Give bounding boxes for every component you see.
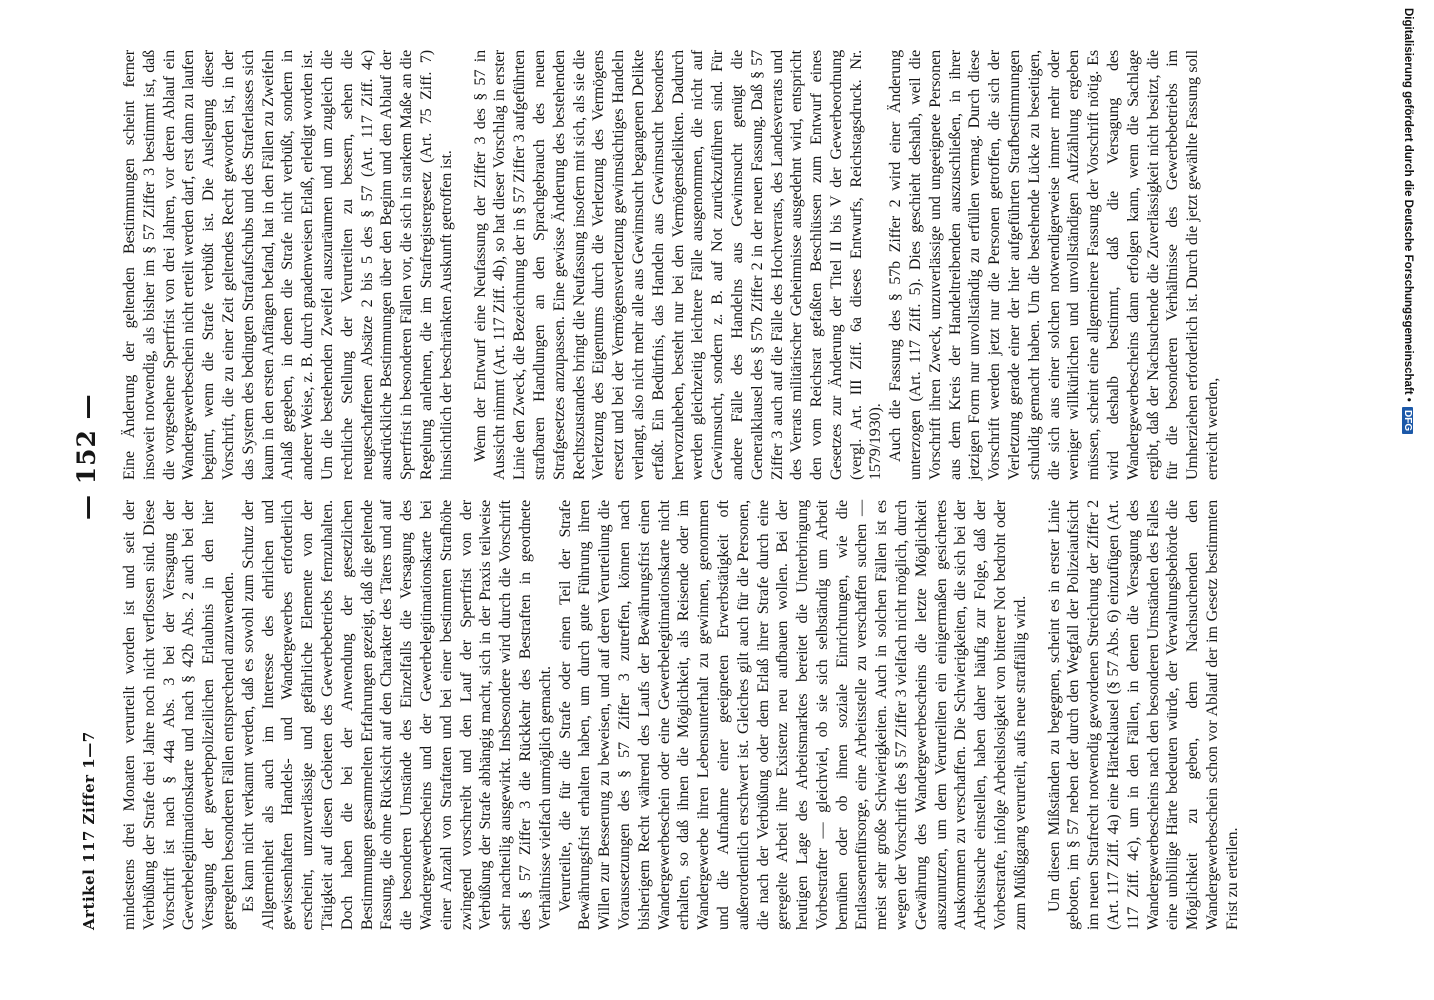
paragraph: Es kann nicht verkannt werden, daß es sowohl zum Schutz der Allgemeinheit als auch im Interesse des ehrlichen und gewissenhaften Handels- und Wandergewerbes erforderlich erscheint, unzuverlässige und gefährliche Elemente von der Tätigkeit auf diesen Gebieten des Gewerbebetriebs fernzuhalten. Doch haben die bei der Anwendung der gesetzlichen Bestimmungen gesammelten Erfahrungen gezeigt, daß die geltende Fassung, die ohne Rücksicht auf den Charakter des Täters und auf die besonderen Umstände des Einzelfalls die Versagung des Wandergewerbescheins und der Gewerbelegitimationskarte bei einer Anzahl von Straftaten und bei einer bestimmten Strafhöhe zwingend vorschreibt und den Lauf der Sperrfrist von der Verbüßung der Strafe abhängig macht, sich in der Praxis teilweise sehr nachteilig ausgewirkt. Insbesondere wird durch die Vorschrift des § 57 Ziffer 3 die Rückkehr des Bestraften in geordnete Verhältnisse vielfach unmöglich gemacht. (239, 500, 554, 930)
credit-text: Digitalisierung gefördert durch die Deutsche Forschungsgemeinschaft • (1402, 8, 1414, 402)
page-header (72, 50, 104, 930)
page-number: — 152 — (72, 393, 101, 520)
paragraph: Auch die Fassung des § 57b Ziffer 2 wird einer Änderung unterzogen (Art. 117 Ziff. 5). Dies geschieht deshalb, weil die Vorschrift ihren Zweck, unzuverlässige und ungeeignete Personen aus dem Kreis der Handeltreibenden auszuschließen, in ihrer jetzigen Form nur unvollständig zu erfüllen vermag. Durch diese Vorschrift werden jetzt nur die Personen getroffen, die sich der Verletzung gerade einer der hier aufgeführten Strafbestimmungen schuldig gemacht haben. Um die bestehende Lücke zu beseitigen, die sich aus einer solchen notwendigerweise immer mehr oder weniger willkürlichen und unvollständigen Aufzählung ergeben müssen, scheint eine allgemeinere Fassung der Vorschrift nötig. Es wird deshalb bestimmt, daß die Versagung des Wandergewerbescheins dann erfolgen kann, wenn die Sachlage ergibt, daß der Nachsuchende die Zuverlässigkeit nicht besitzt, die für die besonderen Verhältnisse des Gewerbebetriebs im Umherziehen erforderlich ist. Durch die jetzt gewählte Fassung soll erreicht werden, (887, 50, 1222, 480)
running-title: Artikel 117 Ziffer 1—7 (80, 731, 98, 930)
paragraph: Wenn der Entwurf eine Neufassung der Ziffer 3 des § 57 in Aussicht nimmt (Art. 117 Ziff. 4b), so hat dieser Vorschlag in erster Linie den Zweck, die Bezeichnung der in § 57 Ziffer 3 aufgeführten strafbaren Handlungen an den Sprachgebrauch des neuen Strafgesetzes anzupassen. Eine gewisse Änderung des bestehenden Rechtszustandes bringt die Neufassung insofern mit sich, als sie die Verletzung des Eigentums durch die Verletzung des Vermögens ersetzt und bei der Vermögensverletzung gewinnsüchtiges Handeln verlangt, also nicht mehr alle aus Gewinnsucht begangenen Delikte erfaßt. Ein Bedürfnis, das Handeln aus Gewinnsucht besonders hervorzuheben, besteht nur bei den Vermögensdelikten. Dadurch werden gleichzeitig leichtere Fälle ausgenommen, die nicht auf Gewinnsucht, sondern z. B. auf Not zurückzuführen sind. Für andere Fälle des Handelns aus Gewinnsucht genügt die Generalklausel des § 57b Ziffer 2 in der neuen Fassung. Daß § 57 Ziffer 3 auch auf die Fälle des Hochverrats, des Landesverrats und des Verrats militärischer Geheimnisse ausgedehnt wird, entspricht den vom Reichsrat gefaßten Beschlüssen zum Entwurf eines Gesetzes zur Änderung der Titel II bis V der Gewerbeordnung (vergl. Art. III Ziff. 6a dieses Entwurfs, Reichstagsdruck. Nr. 1579/1930). (471, 50, 885, 480)
paragraph: mindestens drei Monaten verurteilt worden ist und seit der Verbüßung der Strafe drei Jahre noch nicht verflossen sind. Diese Vorschrift ist nach § 44a Abs. 3 bei der Versagung der Gewerbelegitimationskarte und nach § 42b Abs. 2 auch bei der Versagung der gewerbepolizeilichen Erlaubnis in den hier geregelten besonderen Fällen entsprechend anzuwenden. (121, 500, 237, 930)
digitization-credit (1402, 8, 1414, 434)
rotated-page-content (72, 50, 1310, 930)
paragraph: Verurteilte, die für die Strafe oder einen Teil der Strafe Bewährungsfrist erhalten haben, um durch gute Führung ihren Willen zur Besserung zu beweisen, und auf deren Verurteilung die Voraussetzungen des § 57 Ziffer 3 zutreffen, können nach bisherigem Recht während des Laufs der Bewährungsfrist einen Wandergewerbeschein oder eine Gewerbelegitimationskarte nicht erhalten, so daß ihnen die Möglichkeit, als Reisende oder im Wandergewerbe ihren Lebensunterhalt zu gewinnen, genommen und die Aufnahme einer geeigneten Erwerbstätigkeit oft außerordentlich erschwert ist. Gleiches gilt auch für die Personen, die nach der Verbüßung oder dem Erlaß ihrer Strafe durch eine geregelte Arbeit ihre Existenz neu aufbauen wollen. Bei der heutigen Lage des Arbeitsmarktes bereitet die Unterbringung Vorbestrafter — gleichviel, ob sie sich selbständig um Arbeit bemühen oder ob ihnen soziale Einrichtungen, wie die Entlassenenfürsorge, eine Arbeitsstelle zu verschaffen suchen — meist sehr große Schwierigkeiten. Auch in solchen Fällen ist es wegen der Vorschrift des § 57 Ziffer 3 vielfach nicht möglich, durch Gewährung des Wandergewerbescheins die letzte Möglichkeit auszunutzen, um dem Verurteilten ein einigermaßen gesichertes Auskommen zu verschaffen. Die Schwierigkeiten, die sich bei der Arbeitssuche einstellen, haben daher häufig zur Folge, daß der Vorbestrafte, infolge Arbeitslosigkeit von bitterer Not bedroht oder zum Müßiggang verurteilt, aufs neue straffällig wird. (556, 500, 1029, 930)
paragraph: Eine Änderung der geltenden Bestimmungen scheint ferner insoweit notwendig, als bisher im § 57 Ziffer 3 bestimmt ist, daß die vorgesehene Sperrfrist von drei Jahren, vor deren Ablauf ein Wandergewerbeschein nicht erteilt werden darf, erst dann zu laufen beginnt, wenn die Strafe verbüßt ist. Die Auslegung dieser Vorschrift, die zu einer Zeit geltendes Recht geworden ist, in der das System des bedingten Strafaufschubs und des Straferlasses sich kaum in den ersten Anfängen befand, hat in den Fällen zu Zweifeln Anlaß gegeben, in denen die Strafe nicht verbüßt, sondern in anderer Weise, z. B. durch gnadenweisen Erlaß, erledigt worden ist. Um die bestehenden Zweifel auszuräumen und um zugleich die rechtliche Stellung der Verurteilten zu bessern, sehen die neugeschaffenen Absätze 2 bis 5 des § 57 (Art. 117 Ziff. 4c) ausdrückliche Bestimmungen über den Beginn und den Ablauf der Sperrfrist in besonderen Fällen vor, die sich in starkem Maße an die Regelung anlehnen, die im Strafregistergesetz (Art. 75 Ziff. 7) hinsichtlich der beschränkten Auskunft getroffen ist. (121, 50, 455, 480)
right-text-column (120, 50, 1223, 480)
left-text-column (120, 500, 1243, 930)
dfg-logo: DFG (1402, 407, 1413, 434)
paragraph: Um diesen Mißständen zu begegnen, scheint es in erster Linie geboten, im § 57 neben der durch den Wegfall der Polizeiaufsicht im neuen Strafrecht notwendig gewordenen Streichung der Ziffer 2 (Art. 117 Ziff. 4a) eine Härteklausel (§ 57 Abs. 6) einzufügen (Art. 117 Ziff. 4c), um in den Fällen, in denen die Versagung des Wandergewerbescheins nach den besonderen Umständen des Falles eine unbillige Härte bedeuten würde, der Verwaltungsbehörde die Möglichkeit zu geben, dem Nachsuchenden den Wandergewerbeschein schon vor Ablauf der im Gesetz bestimmten Frist zu erteilen. (1045, 500, 1241, 930)
